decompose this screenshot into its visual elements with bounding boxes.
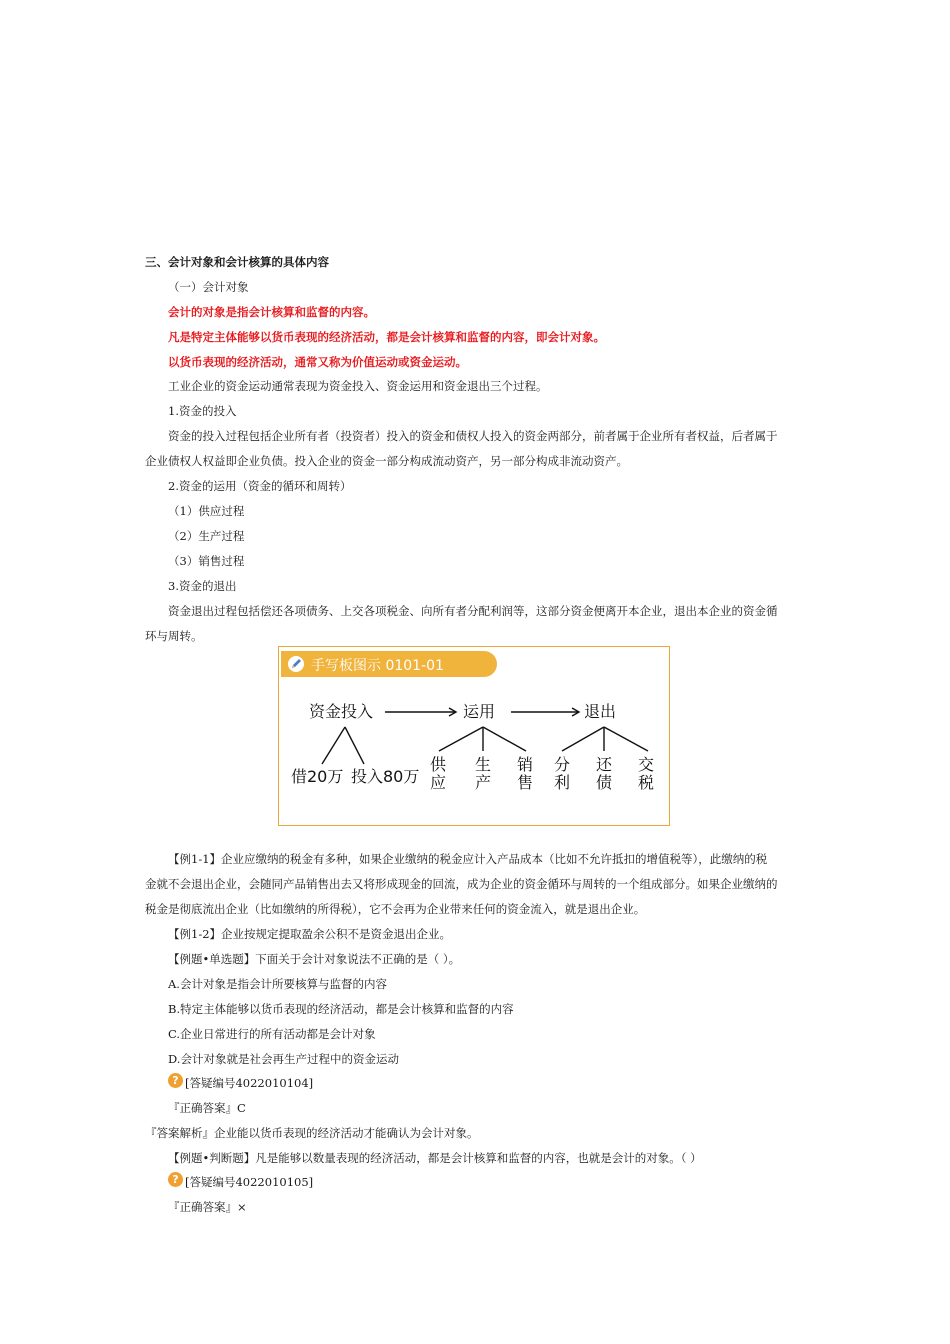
example-1-1-line-3: 税金是彻底流出企业（比如缴纳的所得税），它不会再为企业带来任何的资金流入，就是退出企业。 [145, 902, 646, 916]
question-1-option-c: C.企业日常进行的所有活动都是会计对象 [168, 1027, 376, 1041]
intro-paragraph: 工业企业的资金运动通常表现为资金投入、资金运用和资金退出三个过程。 [168, 379, 548, 393]
node-sell: 销 售 [516, 755, 533, 792]
item3-title: 3.资金的退出 [168, 579, 237, 593]
example-1-2: 【例1-2】企业按规定提取盈余公积不是资金退出企业。 [168, 927, 452, 941]
question-2-answer: 『正确答案』× [168, 1200, 247, 1214]
item1-title: 1.资金的投入 [168, 404, 237, 418]
node-debt: 还 债 [595, 755, 612, 792]
section-title: 三、会计对象和会计核算的具体内容 [145, 255, 329, 269]
question-1-stem: 【例题•单选题】下面关于会计对象说法不正确的是（ ）。 [168, 952, 461, 966]
question-icon[interactable]: ? [168, 1073, 183, 1088]
node-produce: 生 产 [474, 755, 491, 792]
node-supply: 供 应 [429, 755, 446, 792]
branch-profit [562, 727, 604, 751]
definition-line-2: 凡是特定主体能够以货币表现的经济活动，都是会计核算和监督的内容，即会计对象。 [168, 330, 605, 344]
item3-body-line-2: 环与周转。 [145, 629, 203, 643]
node-invest: 资金投入 [309, 702, 374, 721]
branch-tax [604, 727, 648, 751]
item2-sub-1: （1）供应过程 [168, 504, 245, 518]
sub-title: （一）会计对象 [168, 280, 249, 294]
definition-line-3: 以货币表现的经济活动，通常又称为价值运动或资金运动。 [168, 355, 467, 369]
question-2-stem: 【例题•判断题】凡是能够以数量表现的经济活动，都是会计核算和监督的内容，也就是会计的对象。（ ） [168, 1151, 702, 1165]
branch-sell [483, 727, 526, 751]
node-borrow: 借20万 [291, 767, 344, 786]
node-exit: 退出 [584, 702, 617, 721]
capital-flow-diagram [278, 646, 670, 826]
item2-title: 2.资金的运用（资金的循环和周转） [168, 479, 352, 493]
item1-body-line-2: 企业债权人权益即企业负债。投入企业的资金一部分构成流动资产，另一部分构成非流动资产。 [145, 454, 628, 468]
item3-body-line-1: 资金退出过程包括偿还各项债务、上交各项税金、向所有者分配利润等，这部分资金便离开本企业，退出本企业的资金循 [168, 604, 778, 618]
question-1-option-a: A.会计对象是指会计所要核算与监督的内容 [168, 977, 387, 991]
branch-invest80 [345, 727, 364, 764]
branch-borrow [322, 727, 345, 764]
question-1-option-b: B.特定主体能够以货币表现的经济活动，都是会计核算和监督的内容 [168, 1002, 514, 1016]
node-tax: 交 税 [637, 755, 654, 792]
item1-body-line-1: 资金的投入过程包括企业所有者（投资者）投入的资金和债权人投入的资金两部分，前者属于企业所有者权益，后者属于 [168, 429, 778, 443]
definition-line-1: 会计的对象是指会计核算和监督的内容。 [168, 305, 375, 319]
branch-supply [439, 727, 483, 751]
example-1-1-line-2: 金就不会退出企业，会随同产品销售出去又将形成现金的回流，成为企业的资金循环与周转的一个组成部分。如果企业缴纳的 [145, 877, 778, 891]
node-invest80: 投入80万 [351, 767, 420, 786]
diagram-lines [279, 647, 671, 827]
question-1-code[interactable]: [答疑编号4022010104] [185, 1076, 314, 1090]
item2-sub-3: （3）销售过程 [168, 554, 245, 568]
node-use: 运用 [463, 702, 496, 721]
question-1-analysis: 『答案解析』企业能以货币表现的经济活动才能确认为会计对象。 [145, 1126, 479, 1140]
node-profit: 分 利 [553, 755, 570, 792]
question-1-option-d: D.会计对象就是社会再生产过程中的资金运动 [168, 1052, 399, 1066]
question-2-code[interactable]: [答疑编号4022010105] [185, 1175, 314, 1189]
item2-sub-2: （2）生产过程 [168, 529, 245, 543]
question-1-answer: 『正确答案』C [168, 1101, 246, 1115]
question-icon[interactable]: ? [168, 1172, 183, 1187]
example-1-1-line-1: 【例1-1】企业应缴纳的税金有多种，如果企业缴纳的税金应计入产品成本（比如不允许抵扣的增值税等），此缴纳的税 [168, 852, 768, 866]
diagram-banner-text: 手写板图示 0101-01 [311, 658, 444, 674]
